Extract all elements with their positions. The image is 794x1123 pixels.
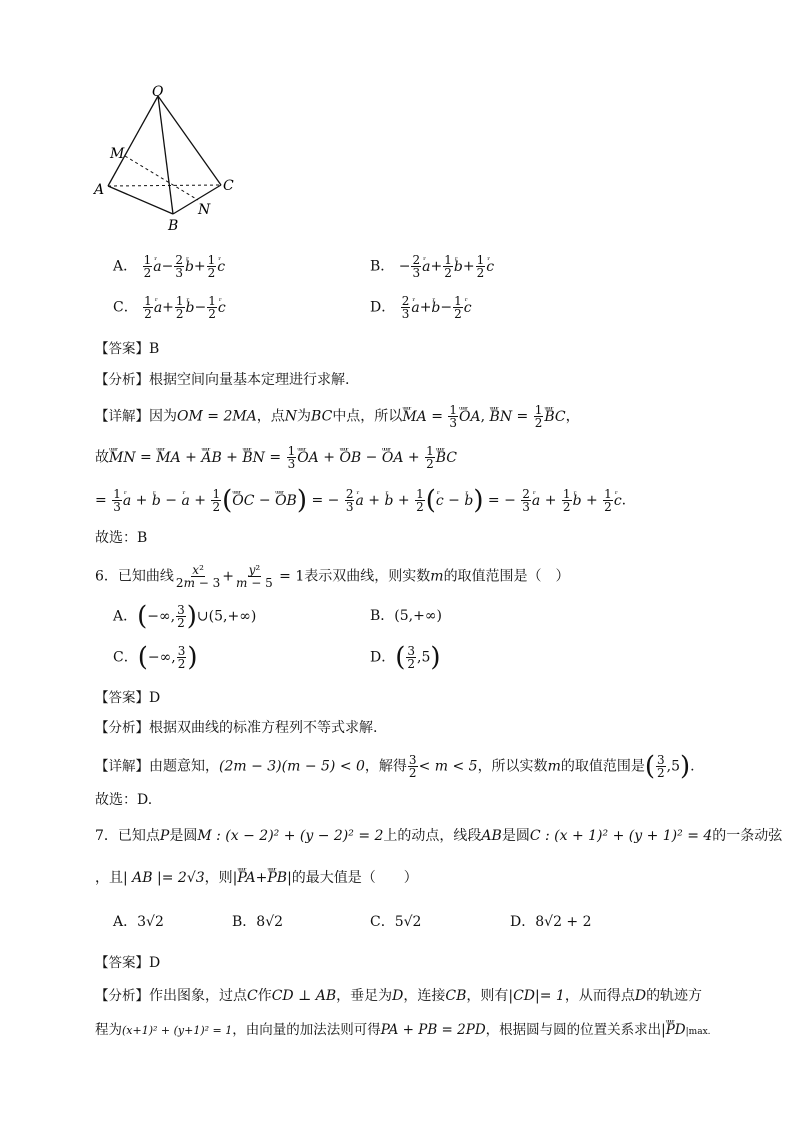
q6-option-d[interactable]: D．( $\frac{3}{2}$ ,5) xyxy=(370,642,441,673)
q7-analysis-line2: 程为(x+1)² + (y+1)² = 1，由向量的加法法则可得PA + PB = 2PD，根据圆与圆的位置关系求出|ᵘᵘᵘʳ PD|max. xyxy=(95,1020,711,1042)
q6-analysis: 【分析】根据双曲线的标准方程列不等式求解. xyxy=(95,720,378,736)
label-M: M xyxy=(110,146,125,162)
q6-question: 6．已知曲线 $\frac{\text{x²}}{2m - 3}$ + $\frac{\text{y²}}{m - 5}$ = 1表示双曲线，则实数m的取值范围是（ ） xyxy=(95,563,570,590)
q6-option-c[interactable]: C．(−∞, $\frac{3}{2}$ ) xyxy=(113,642,198,673)
q6-detail: 【详解】由题意知，(2m − 3)(m − 5) < 0，解得 $\frac{3}{2}$ < m < 5，所以实数m的取值范围是( $\frac{3}{2}$ ,5). xyxy=(95,751,695,782)
q7-option-d[interactable]: D．8√2 + 2 xyxy=(510,914,592,930)
label-C: C xyxy=(223,178,234,194)
q6-choice: 故选：D. xyxy=(95,792,153,808)
label-N: N xyxy=(198,202,211,218)
q5-analysis: 【分析】根据空间向量基本定理进行求解. xyxy=(95,372,350,388)
q6-answer: 【答案】D xyxy=(95,690,161,706)
q7-option-b[interactable]: B．8√2 xyxy=(232,914,284,930)
q5-detail-line3: = $\frac{1}{3}$ ʳ a + ʳ b − ʳ a + $\frac{1}{2}$ (ᵘᵘᵘʳ OC − ᵘᵘᵘʳ OB) = − $\frac{2}{3}$ ʳ a + ʳ b + $\frac{1}{2}$ (ʳ c − ʳ b) = − $\frac{2}{3}$ ʳ a + $\frac{1}{2}$ ʳ b + $\frac{1}{2}$ ʳ c. xyxy=(95,488,626,513)
label-A: A xyxy=(94,182,105,198)
q7-question-line1: 7．已知点P是圆M : (x − 2)² + (y − 2)² = 2上的动点，线段AB是圆C : (x + 1)² + (y + 1)² = 4的一条动弦 xyxy=(95,828,783,844)
q5-option-a[interactable]: A． $\frac{1}{2}$ ʳ a− $\frac{2}{3}$ ʳ b+ $\frac{1}{2}$ ʳ c xyxy=(113,254,225,279)
q5-option-b[interactable]: B． − $\frac{2}{3}$ ʳ a+ $\frac{1}{2}$ ʳ b+ $\frac{1}{2}$ ʳ c xyxy=(370,254,494,279)
q6-option-b[interactable]: B．(5,+∞) xyxy=(370,608,442,624)
q5-choice: 故选：B xyxy=(95,530,148,546)
q7-option-a[interactable]: A．3√2 xyxy=(113,914,164,930)
q7-question-line2: ，且| AB |= 2√3，则|ᵘᵘᵘʳ PA+ᵘᵘᵘʳ PB|的最大值是（ ） xyxy=(95,868,418,888)
q5-answer: 【答案】B xyxy=(95,341,160,357)
q5-option-d[interactable]: D． $\frac{2}{3}$ ʳ a+ʳ b− $\frac{1}{2}$ ʳ c xyxy=(370,295,472,320)
q7-option-c[interactable]: C．5√2 xyxy=(370,914,422,930)
q6-option-a[interactable]: A．(−∞, $\frac{3}{2}$ )∪(5,+∞) xyxy=(113,601,257,632)
q5-detail-line1: 【详解】因为OM = 2MA，点N为BC中点，所以ᵘᵘᵘʳ MA = $\frac{1}{3}$ ᵘᵘᵘʳ OA, ᵘᵘᵘʳ BN = $\frac{1}{2}$ ᵘᵘᵘʳ BC， xyxy=(95,404,580,429)
q7-answer: 【答案】D xyxy=(95,955,161,971)
q7-analysis-line1: 【分析】作出图象，过点C作CD ⊥ AB，垂足为D，连接CB，则有|CD|= 1，从而得点D的轨迹方 xyxy=(95,988,703,1004)
label-O: O xyxy=(152,84,164,100)
q5-detail-line2: 故ᵘᵘᵘʳ MN = ᵘᵘᵘʳ MA + ᵘᵘᵘʳ AB + ᵘᵘᵘʳ BN = $\frac{1}{3}$ ᵘᵘᵘʳ OA + ᵘᵘᵘʳ OB − ᵘᵘᵘʳ OA + $\frac{1}{2}$ ᵘᵘᵘʳ BC xyxy=(95,445,457,470)
tetrahedron-figure xyxy=(88,82,248,232)
label-B: B xyxy=(168,218,179,232)
q5-option-c[interactable]: C． $\frac{1}{2}$ ʳ a+ $\frac{1}{2}$ ʳ b− $\frac{1}{2}$ ʳ c xyxy=(113,295,226,320)
